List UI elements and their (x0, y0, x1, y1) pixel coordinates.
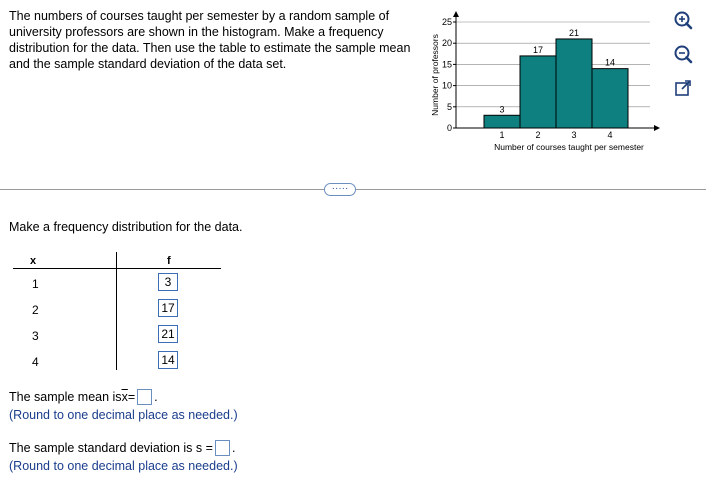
histogram-bar (484, 115, 520, 128)
histogram-bar (520, 56, 556, 128)
y-tick-label: 15 (441, 59, 452, 70)
x-tick-label: 3 (571, 130, 577, 140)
mean-hint: (Round to one decimal place as needed.) (9, 408, 238, 422)
mean-line (9, 389, 158, 405)
table-row (13, 271, 221, 297)
cell-x: 4 (32, 355, 39, 369)
cell-x: 2 (32, 303, 39, 317)
zoom-out-icon[interactable] (673, 44, 693, 64)
stddev-line (9, 440, 235, 456)
x-tick-label: 4 (607, 130, 613, 140)
bar-value-label: 17 (532, 44, 544, 55)
y-tick-label: 5 (446, 101, 452, 112)
histogram (428, 8, 663, 168)
table-row (13, 349, 221, 375)
y-tick-label: 10 (441, 80, 452, 91)
stddev-input[interactable] (215, 440, 230, 456)
cell-x: 1 (32, 277, 39, 291)
cell-x: 3 (32, 329, 39, 343)
mean-prefix: The sample mean is (9, 390, 122, 404)
side-toolbar (673, 10, 695, 112)
table-row (13, 323, 221, 349)
y-tick-label: 20 (441, 38, 452, 49)
zoom-in-icon[interactable] (673, 10, 693, 30)
external-window-icon[interactable] (673, 78, 693, 98)
y-tick-label: 0 (446, 123, 452, 133)
histogram-svg (428, 8, 663, 168)
x-axis-arrow (654, 125, 660, 131)
y-axis-label: Number of professors (430, 34, 440, 116)
xbar-symbol: $\overline{x}$ (121, 390, 128, 404)
table-row (13, 297, 221, 323)
header-f: f (167, 255, 171, 267)
histogram-bar (592, 69, 628, 128)
section-label: Make a frequency distribution for the data. (9, 220, 243, 234)
histogram-bar (556, 39, 592, 128)
expand-button[interactable]: ····· (324, 183, 356, 196)
mean-equals: = (127, 390, 136, 404)
stddev-suffix: . (231, 441, 236, 455)
bar-value-label: 3 (499, 104, 505, 115)
stddev-prefix: The sample standard deviation is s = (9, 441, 213, 455)
x-tick-label: 2 (535, 130, 541, 140)
x-axis-label: Number of courses taught per semester (494, 142, 644, 152)
question-text: The numbers of courses taught per semester by a random sample of university professors are shown in the histogram. Make a frequency distribution for the data. Then use the table to estimate the sample mean and the sample standard deviation of the data set. (9, 9, 411, 71)
y-axis-arrow (453, 11, 459, 17)
mean-suffix: . (154, 390, 158, 404)
bar-value-label: 21 (568, 27, 580, 38)
x-tick-label: 1 (499, 130, 505, 140)
cell-f-input[interactable]: 3 (158, 273, 178, 291)
bar-value-label: 14 (604, 57, 616, 68)
stddev-hint: (Round to one decimal place as needed.) (9, 459, 238, 473)
frequency-table (13, 252, 221, 375)
y-tick-label: 25 (441, 17, 452, 27)
cell-f-input[interactable]: 14 (158, 351, 178, 369)
header-x: x (30, 255, 37, 267)
mean-input[interactable] (137, 389, 152, 405)
cell-f-input[interactable]: 21 (158, 325, 178, 343)
cell-f-input[interactable]: 17 (158, 299, 178, 317)
table-header (13, 252, 221, 269)
